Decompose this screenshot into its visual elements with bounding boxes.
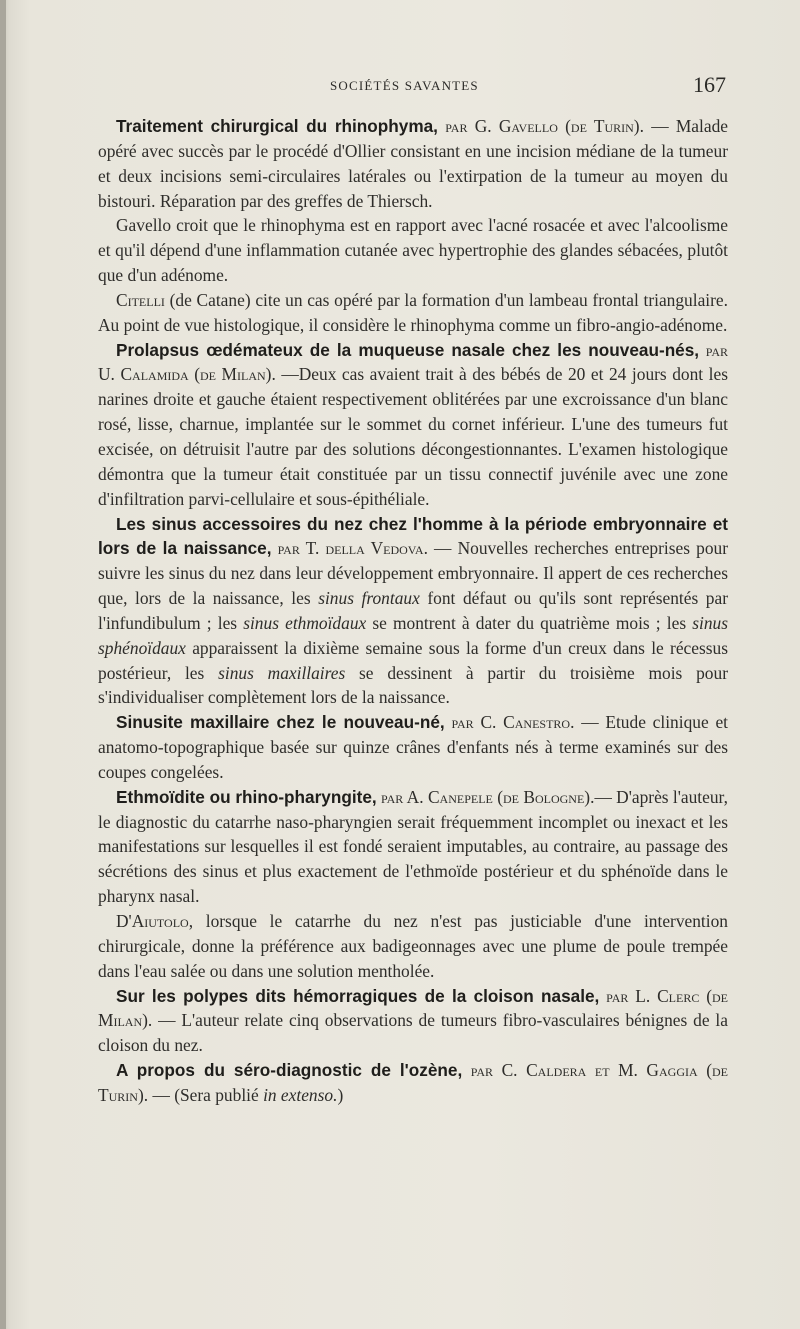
italic-term: in extenso. (263, 1084, 338, 1105)
entry-body: — Nouvelles recherches entreprises pour suivre les sinus du nez dans leur développement embryonnaire. Il appert de ces recherches que, lors de la naissance, les (98, 538, 729, 609)
entry-body: — L'auteur relate cinq observations de tumeurs fibro-vasculaires bénignes de la cloison du nez. (98, 1010, 728, 1056)
article-text (98, 114, 728, 1108)
paragraph-gavello: Gavello croit que le rhinophyma est en rapport avec l'acné rosacée et avec l'alcoolisme et qu'il dépend d'une inflammation cutanée avec hypertrophie des glandes sébacées, plutôt que d'un adénome. (98, 215, 728, 286)
entry-heading: Les sinus accessoires du nez chez l'homme à la période embryonnaire et lors de la naissance, (98, 513, 728, 559)
entry-body: — Etude clinique et anatomo-topographique basée sur quinze crânes d'enfants nés à terme examinés sur des coupes congelées. (98, 712, 728, 782)
entry-heading: Sur les polypes dits hémorragiques de la cloison nasale, (116, 985, 600, 1006)
italic-term: sinus sphénoïdaux (98, 612, 728, 658)
entry-sinus-accessoires (98, 512, 728, 711)
paragraph-daiutolo (98, 909, 728, 984)
entry-authors: par A. Canepele (de Bologne). (376, 786, 595, 807)
entry-body: se dessinent à partir du troisième mois pour s'individualiser complètement lors de la naissance. (98, 662, 728, 708)
entry-authors: par G. Gavello (de Turin). (437, 116, 644, 136)
entry-authors: par C. Caldera et M. Gaggia (de Turin). (98, 1060, 728, 1105)
entry-heading: Ethmoïdite ou rhino-pharyngite, (116, 786, 377, 807)
paragraph-citelli (98, 288, 728, 338)
paragraph-body: (de Catane) cite un cas opéré par la formation d'un lambeau frontal triangulaire. Au point de vue histologique, il considère le rhinophyma comme un fibro-angio-adénome. (98, 289, 728, 335)
entry-body: — D'après l'auteur, le diagnostic du catarrhe naso-pharyngien serait fréquemment incomplet ou inexact et les manifestations sur lesquelles il est fondé seraient imputables, au contraire, au passage des sécrétions des sinus et plus exactement de l'ethmoïde postérieur et du sphénoïde dans le pharynx nasal. (98, 786, 728, 907)
entry-body: — Malade opéré avec succès par le procédé d'Ollier consistant en une incision médiane de la tumeur et deux incisions semi-circulaires latérales ou l'extirpation de la tumeur au moyen du bistouri. Réparation par des greffes de Thiersch. (98, 116, 728, 211)
author-name: Citelli (116, 289, 165, 310)
entry-body: apparaissent la dixième semaine sous la forme d'un creux dans le récessus postérieur, les (98, 637, 728, 683)
entry-rhinophyma (98, 114, 728, 213)
entry-authors: par U. Calamida (de Milan). (98, 339, 729, 385)
entry-authors: par T. della Vedova. (271, 538, 428, 559)
entry-polypes (98, 984, 728, 1059)
italic-term: sinus ethmoïdaux (243, 612, 367, 633)
entry-body: font défaut ou qu'ils sont représentés par l'infundibulum ; les (98, 588, 728, 633)
entry-body: se montrent à dater du quatrième mois ; les (366, 612, 693, 633)
paragraph-body: , lorsque le catarrhe du nez n'est pas justiciable d'une intervention chirurgicale, donne la préférence aux badigeonnages avec une plume de poule trempée dans l'eau salée ou dans une solution mentholée. (98, 911, 728, 981)
entry-authors: par L. Clerc (de Milan). (98, 985, 728, 1031)
author-name: D'Aiutolo (116, 911, 189, 931)
entry-ethmoidite (98, 785, 728, 909)
page-number: 167 (693, 72, 726, 97)
page-binding-shadow (0, 0, 6, 1329)
entry-body: — (Sera publié (148, 1084, 264, 1105)
italic-term: sinus maxillaires (218, 662, 346, 683)
entry-heading: Sinusite maxillaire chez le nouveau-né, (116, 712, 445, 733)
entry-ozene (98, 1058, 728, 1108)
entry-heading: Prolapsus œdémateux de la muqueuse nasale chez les nouveau-nés, (116, 339, 700, 360)
entry-prolapsus (98, 338, 728, 512)
running-header (330, 72, 730, 98)
entry-heading: Traitement chirurgical du rhinophyma, (116, 116, 438, 136)
entry-authors: par C. Canestro. (444, 712, 575, 733)
italic-term: sinus frontaux (318, 588, 420, 609)
entry-sinusite (98, 710, 728, 785)
entry-body: ) (337, 1084, 344, 1105)
running-title: SOCIÉTÉS SAVANTES (330, 78, 479, 93)
entry-heading: A propos du séro-diagnostic de l'ozène, (116, 1060, 463, 1081)
entry-body: —Deux cas avaient trait à des bébés de 20 et 24 jours dont les narines droite et gauche étaient respectivement oblitérées par une excroissance d'un blanc rosé, lisse, charnue, implantée sur le sommet du cornet inférieur. L'une des tumeurs fut excisée, on détruisit l'autre par des solutions décongestionnantes. L'examen histologique démontra que la tumeur était constituée par un tissu connectif juvénile avec une zone d'infiltration parvi-cellulaire et sous-épithéliale. (98, 364, 728, 509)
